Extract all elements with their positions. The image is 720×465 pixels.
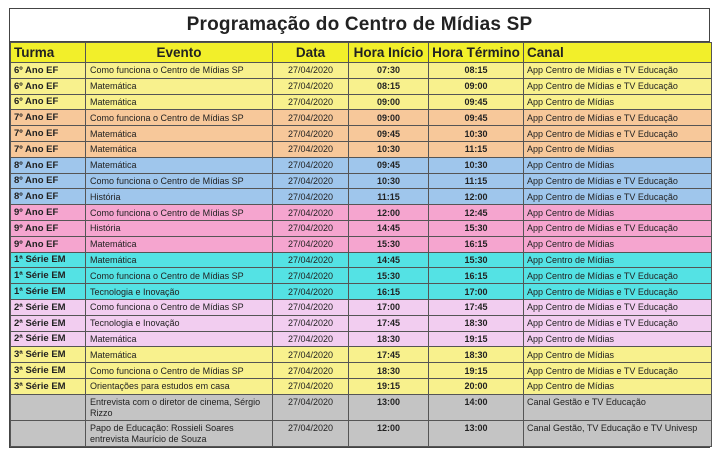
cell-canal: App Centro de Mídias e TV Educação — [524, 63, 712, 79]
header-row — [11, 43, 712, 63]
col-header-hora-inicio: Hora Início — [349, 43, 429, 63]
cell-canal: App Centro de Mídias — [524, 347, 712, 363]
cell-turma: 7º Ano EF — [11, 110, 86, 126]
cell-evento: História — [86, 220, 273, 236]
cell-evento: Matemática — [86, 347, 273, 363]
table-row — [11, 420, 712, 446]
cell-canal: App Centro de Mídias — [524, 94, 712, 110]
cell-canal: App Centro de Mídias — [524, 205, 712, 221]
cell-hora-inicio: 09:45 — [349, 126, 429, 142]
table-row — [11, 110, 712, 126]
table-row — [11, 189, 712, 205]
cell-turma: 7º Ano EF — [11, 126, 86, 142]
col-header-hora-termino: Hora Término — [429, 43, 524, 63]
cell-canal: App Centro de Mídias — [524, 331, 712, 347]
cell-data: 27/04/2020 — [273, 141, 349, 157]
cell-turma: 6º Ano EF — [11, 94, 86, 110]
cell-data: 27/04/2020 — [273, 236, 349, 252]
cell-turma: 8º Ano EF — [11, 157, 86, 173]
cell-hora-inicio: 09:00 — [349, 110, 429, 126]
cell-hora-inicio: 14:45 — [349, 220, 429, 236]
cell-canal: Canal Gestão, TV Educação e TV Univesp — [524, 420, 712, 446]
cell-turma — [11, 420, 86, 446]
cell-hora-termino: 17:00 — [429, 284, 524, 300]
cell-evento: Como funciona o Centro de Mídias SP — [86, 363, 273, 379]
cell-evento: Papo de Educação: Rossieli Soares entrevista Maurício de Souza — [86, 420, 273, 446]
cell-hora-inicio: 11:15 — [349, 189, 429, 205]
cell-hora-inicio: 17:00 — [349, 299, 429, 315]
cell-hora-termino: 18:30 — [429, 315, 524, 331]
cell-evento: Matemática — [86, 331, 273, 347]
cell-evento: Matemática — [86, 252, 273, 268]
cell-turma — [11, 394, 86, 420]
cell-hora-termino: 15:30 — [429, 220, 524, 236]
cell-hora-inicio: 15:30 — [349, 268, 429, 284]
cell-canal: App Centro de Mídias e TV Educação — [524, 173, 712, 189]
cell-hora-termino: 13:00 — [429, 420, 524, 446]
col-header-turma: Turma — [11, 43, 86, 63]
cell-hora-inicio: 18:30 — [349, 331, 429, 347]
table-row — [11, 94, 712, 110]
cell-turma: 9º Ano EF — [11, 205, 86, 221]
cell-data: 27/04/2020 — [273, 315, 349, 331]
table-row — [11, 347, 712, 363]
cell-evento: Orientações para estudos em casa — [86, 378, 273, 394]
cell-evento: Como funciona o Centro de Mídias SP — [86, 110, 273, 126]
table-row — [11, 157, 712, 173]
cell-canal: App Centro de Mídias e TV Educação — [524, 268, 712, 284]
cell-hora-termino: 10:30 — [429, 126, 524, 142]
cell-hora-termino: 09:45 — [429, 110, 524, 126]
cell-turma: 2ª Série EM — [11, 299, 86, 315]
cell-hora-termino: 16:15 — [429, 268, 524, 284]
cell-turma: 1ª Série EM — [11, 284, 86, 300]
table-row — [11, 284, 712, 300]
table-row — [11, 299, 712, 315]
cell-data: 27/04/2020 — [273, 63, 349, 79]
cell-hora-termino: 09:45 — [429, 94, 524, 110]
cell-turma: 3ª Série EM — [11, 378, 86, 394]
cell-evento: Matemática — [86, 236, 273, 252]
table-row — [11, 363, 712, 379]
table-row — [11, 252, 712, 268]
cell-evento: Entrevista com o diretor de cinema, Sérgio Rizzo — [86, 394, 273, 420]
table-row — [11, 141, 712, 157]
cell-hora-inicio: 10:30 — [349, 141, 429, 157]
cell-hora-inicio: 15:30 — [349, 236, 429, 252]
cell-canal: App Centro de Mídias e TV Educação — [524, 363, 712, 379]
cell-hora-termino: 11:15 — [429, 173, 524, 189]
cell-hora-inicio: 12:00 — [349, 205, 429, 221]
cell-canal: App Centro de Mídias e TV Educação — [524, 78, 712, 94]
cell-hora-inicio: 19:15 — [349, 378, 429, 394]
cell-data: 27/04/2020 — [273, 420, 349, 446]
cell-hora-inicio: 17:45 — [349, 347, 429, 363]
table-row — [11, 394, 712, 420]
cell-canal: App Centro de Mídias e TV Educação — [524, 315, 712, 331]
cell-canal: App Centro de Mídias — [524, 157, 712, 173]
cell-turma: 3ª Série EM — [11, 363, 86, 379]
cell-evento: Tecnologia e Inovação — [86, 284, 273, 300]
col-header-data: Data — [273, 43, 349, 63]
cell-canal: App Centro de Mídias — [524, 252, 712, 268]
cell-hora-inicio: 17:45 — [349, 315, 429, 331]
cell-evento: Como funciona o Centro de Mídias SP — [86, 173, 273, 189]
cell-hora-inicio: 13:00 — [349, 394, 429, 420]
cell-evento: Como funciona o Centro de Mídias SP — [86, 299, 273, 315]
cell-evento: Como funciona o Centro de Mídias SP — [86, 268, 273, 284]
cell-canal: Canal Gestão e TV Educação — [524, 394, 712, 420]
cell-data: 27/04/2020 — [273, 299, 349, 315]
cell-canal: App Centro de Mídias e TV Educação — [524, 284, 712, 300]
table-row — [11, 205, 712, 221]
col-header-canal: Canal — [524, 43, 712, 63]
table-row — [11, 78, 712, 94]
cell-hora-termino: 19:15 — [429, 331, 524, 347]
cell-hora-termino: 18:30 — [429, 347, 524, 363]
col-header-evento: Evento — [86, 43, 273, 63]
cell-evento: Tecnologia e Inovação — [86, 315, 273, 331]
page-title: Programação do Centro de Mídias SP — [10, 9, 709, 42]
cell-data: 27/04/2020 — [273, 331, 349, 347]
table-row — [11, 173, 712, 189]
cell-hora-termino: 12:00 — [429, 189, 524, 205]
cell-hora-termino: 19:15 — [429, 363, 524, 379]
cell-data: 27/04/2020 — [273, 205, 349, 221]
cell-canal: App Centro de Mídias — [524, 141, 712, 157]
schedule-table — [10, 42, 712, 447]
schedule-sheet — [9, 8, 710, 448]
cell-turma: 6º Ano EF — [11, 63, 86, 79]
cell-turma: 7º Ano EF — [11, 141, 86, 157]
cell-turma: 3ª Série EM — [11, 347, 86, 363]
table-row — [11, 331, 712, 347]
cell-data: 27/04/2020 — [273, 110, 349, 126]
table-row — [11, 378, 712, 394]
cell-hora-termino: 14:00 — [429, 394, 524, 420]
cell-turma: 8º Ano EF — [11, 173, 86, 189]
cell-canal: App Centro de Mídias e TV Educação — [524, 189, 712, 205]
cell-data: 27/04/2020 — [273, 173, 349, 189]
cell-hora-inicio: 09:00 — [349, 94, 429, 110]
cell-evento: Matemática — [86, 78, 273, 94]
cell-evento: Matemática — [86, 141, 273, 157]
cell-hora-termino: 09:00 — [429, 78, 524, 94]
cell-data: 27/04/2020 — [273, 126, 349, 142]
cell-hora-termino: 20:00 — [429, 378, 524, 394]
cell-hora-termino: 17:45 — [429, 299, 524, 315]
cell-canal: App Centro de Mídias e TV Educação — [524, 126, 712, 142]
table-row — [11, 236, 712, 252]
cell-canal: App Centro de Mídias — [524, 236, 712, 252]
cell-evento: Matemática — [86, 94, 273, 110]
cell-data: 27/04/2020 — [273, 378, 349, 394]
cell-turma: 1ª Série EM — [11, 268, 86, 284]
cell-hora-inicio: 09:45 — [349, 157, 429, 173]
cell-data: 27/04/2020 — [273, 252, 349, 268]
table-row — [11, 126, 712, 142]
cell-hora-inicio: 08:15 — [349, 78, 429, 94]
cell-data: 27/04/2020 — [273, 189, 349, 205]
cell-hora-termino: 16:15 — [429, 236, 524, 252]
cell-data: 27/04/2020 — [273, 363, 349, 379]
cell-canal: App Centro de Mídias e TV Educação — [524, 110, 712, 126]
cell-evento: História — [86, 189, 273, 205]
cell-data: 27/04/2020 — [273, 394, 349, 420]
cell-evento: Matemática — [86, 157, 273, 173]
cell-evento: Como funciona o Centro de Mídias SP — [86, 205, 273, 221]
cell-data: 27/04/2020 — [273, 220, 349, 236]
cell-data: 27/04/2020 — [273, 94, 349, 110]
cell-data: 27/04/2020 — [273, 157, 349, 173]
cell-evento: Como funciona o Centro de Mídias SP — [86, 63, 273, 79]
cell-data: 27/04/2020 — [273, 78, 349, 94]
cell-hora-inicio: 10:30 — [349, 173, 429, 189]
cell-hora-termino: 15:30 — [429, 252, 524, 268]
table-row — [11, 63, 712, 79]
cell-hora-inicio: 14:45 — [349, 252, 429, 268]
cell-hora-termino: 08:15 — [429, 63, 524, 79]
cell-turma: 6º Ano EF — [11, 78, 86, 94]
cell-data: 27/04/2020 — [273, 347, 349, 363]
cell-hora-inicio: 16:15 — [349, 284, 429, 300]
cell-hora-inicio: 07:30 — [349, 63, 429, 79]
cell-turma: 2ª Série EM — [11, 315, 86, 331]
cell-canal: App Centro de Mídias — [524, 378, 712, 394]
cell-canal: App Centro de Mídias e TV Educação — [524, 299, 712, 315]
table-row — [11, 220, 712, 236]
cell-hora-termino: 12:45 — [429, 205, 524, 221]
cell-hora-termino: 11:15 — [429, 141, 524, 157]
cell-turma: 2ª Série EM — [11, 331, 86, 347]
cell-turma: 9º Ano EF — [11, 220, 86, 236]
cell-canal: App Centro de Mídias e TV Educação — [524, 220, 712, 236]
cell-turma: 1ª Série EM — [11, 252, 86, 268]
cell-hora-inicio: 18:30 — [349, 363, 429, 379]
cell-evento: Matemática — [86, 126, 273, 142]
cell-turma: 9º Ano EF — [11, 236, 86, 252]
table-row — [11, 315, 712, 331]
cell-hora-inicio: 12:00 — [349, 420, 429, 446]
cell-data: 27/04/2020 — [273, 284, 349, 300]
cell-turma: 8º Ano EF — [11, 189, 86, 205]
cell-data: 27/04/2020 — [273, 268, 349, 284]
table-row — [11, 268, 712, 284]
cell-hora-termino: 10:30 — [429, 157, 524, 173]
